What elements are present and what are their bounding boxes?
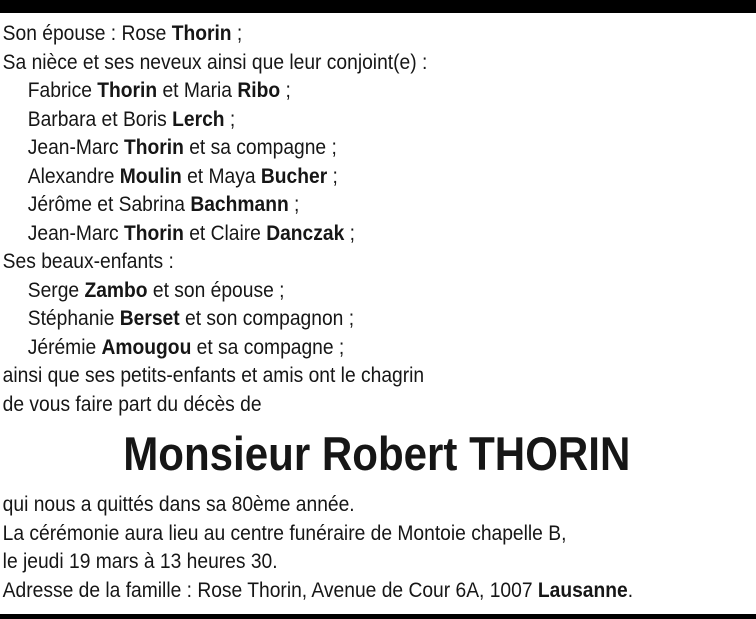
notice-text: et Maya bbox=[181, 163, 261, 188]
notice-text: Alexandre bbox=[27, 163, 120, 188]
notice-body bbox=[0, 13, 756, 604]
notice-text: qui nous a quittés dans sa 80ème année. bbox=[2, 492, 355, 516]
notice-line bbox=[3, 490, 751, 519]
notice-line bbox=[3, 76, 751, 105]
notice-text: Jérémie bbox=[27, 334, 102, 359]
notice-line bbox=[3, 304, 751, 333]
notice-line bbox=[3, 105, 751, 134]
notice-line bbox=[3, 19, 751, 48]
notice-text: Fabrice bbox=[27, 78, 98, 102]
notice-line bbox=[3, 133, 751, 162]
surname-bold: Zambo bbox=[84, 277, 148, 302]
notice-text: et sa compagne ; bbox=[183, 135, 337, 159]
notice-line bbox=[3, 219, 751, 248]
notice-line bbox=[3, 247, 751, 276]
notice-text: Barbara et Boris bbox=[27, 106, 173, 131]
notice-text: ; bbox=[344, 220, 355, 245]
bottom-border-bar bbox=[0, 614, 756, 619]
deceased-name-title: Monsieur Robert THORIN bbox=[123, 427, 631, 480]
surname-bold: Bachmann bbox=[190, 192, 289, 216]
notice-line bbox=[3, 190, 751, 219]
notice-line bbox=[3, 276, 751, 305]
surname-bold: Bucher bbox=[260, 163, 328, 188]
notice-line bbox=[3, 390, 751, 419]
notice-line bbox=[3, 576, 751, 605]
notice-text: et son épouse ; bbox=[147, 277, 285, 302]
notice-text: Son épouse : Rose bbox=[2, 21, 172, 45]
surname-bold: Thorin bbox=[123, 135, 184, 159]
notice-text: Sa nièce et ses neveux ainsi que leur conjoint(e) : bbox=[2, 49, 428, 74]
notice-text: Stéphanie bbox=[27, 306, 120, 330]
notice-text: Jean-Marc bbox=[27, 220, 124, 245]
notice-line bbox=[3, 48, 751, 77]
notice-text: ainsi que ses petits-enfants et amis ont le chagrin bbox=[2, 363, 425, 387]
notice-text: Jean-Marc bbox=[27, 135, 124, 159]
notice-text: Jérôme et Sabrina bbox=[27, 192, 191, 216]
notice-text: et Claire bbox=[183, 220, 267, 245]
notice-line bbox=[3, 547, 751, 576]
notice-text: ; bbox=[288, 192, 300, 216]
notice-text: ; bbox=[224, 106, 236, 131]
surname-bold: Ribo bbox=[237, 78, 281, 102]
surname-bold: Lerch bbox=[172, 106, 225, 131]
surname-bold: Thorin bbox=[171, 21, 232, 45]
top-border-bar bbox=[0, 0, 756, 13]
surname-bold: Amougou bbox=[101, 334, 192, 359]
ceremony-details bbox=[3, 490, 751, 604]
notice-text: Serge bbox=[27, 277, 85, 302]
family-list bbox=[3, 19, 751, 418]
surname-bold: Danczak bbox=[266, 220, 345, 245]
notice-text: ; bbox=[280, 78, 291, 102]
surname-bold: Moulin bbox=[119, 163, 182, 188]
notice-text: et Maria bbox=[157, 78, 238, 102]
notice-text: et son compagnon ; bbox=[179, 306, 355, 330]
notice-text: et sa compagne ; bbox=[191, 334, 345, 359]
notice-line bbox=[3, 162, 751, 191]
notice-line bbox=[3, 519, 751, 548]
surname-bold: Lausanne bbox=[537, 577, 628, 602]
title-row bbox=[3, 418, 751, 490]
notice-text: le jeudi 19 mars à 13 heures 30. bbox=[2, 549, 278, 573]
notice-text: ; bbox=[327, 163, 338, 188]
notice-text: . bbox=[627, 577, 634, 602]
notice-text: Ses beaux-enfants : bbox=[2, 249, 174, 273]
notice-text: La cérémonie aura lieu au centre funéraire de Montoie chapelle B, bbox=[2, 520, 567, 545]
notice-text: Adresse de la famille : Rose Thorin, Avenue de Cour 6A, 1007 bbox=[2, 577, 538, 602]
notice-text: de vous faire part du décès de bbox=[2, 391, 262, 416]
surname-bold: Thorin bbox=[97, 78, 158, 102]
notice-text: ; bbox=[231, 21, 243, 45]
notice-line bbox=[3, 361, 751, 390]
surname-bold: Thorin bbox=[123, 220, 184, 245]
notice-line bbox=[3, 333, 751, 362]
surname-bold: Berset bbox=[119, 306, 180, 330]
